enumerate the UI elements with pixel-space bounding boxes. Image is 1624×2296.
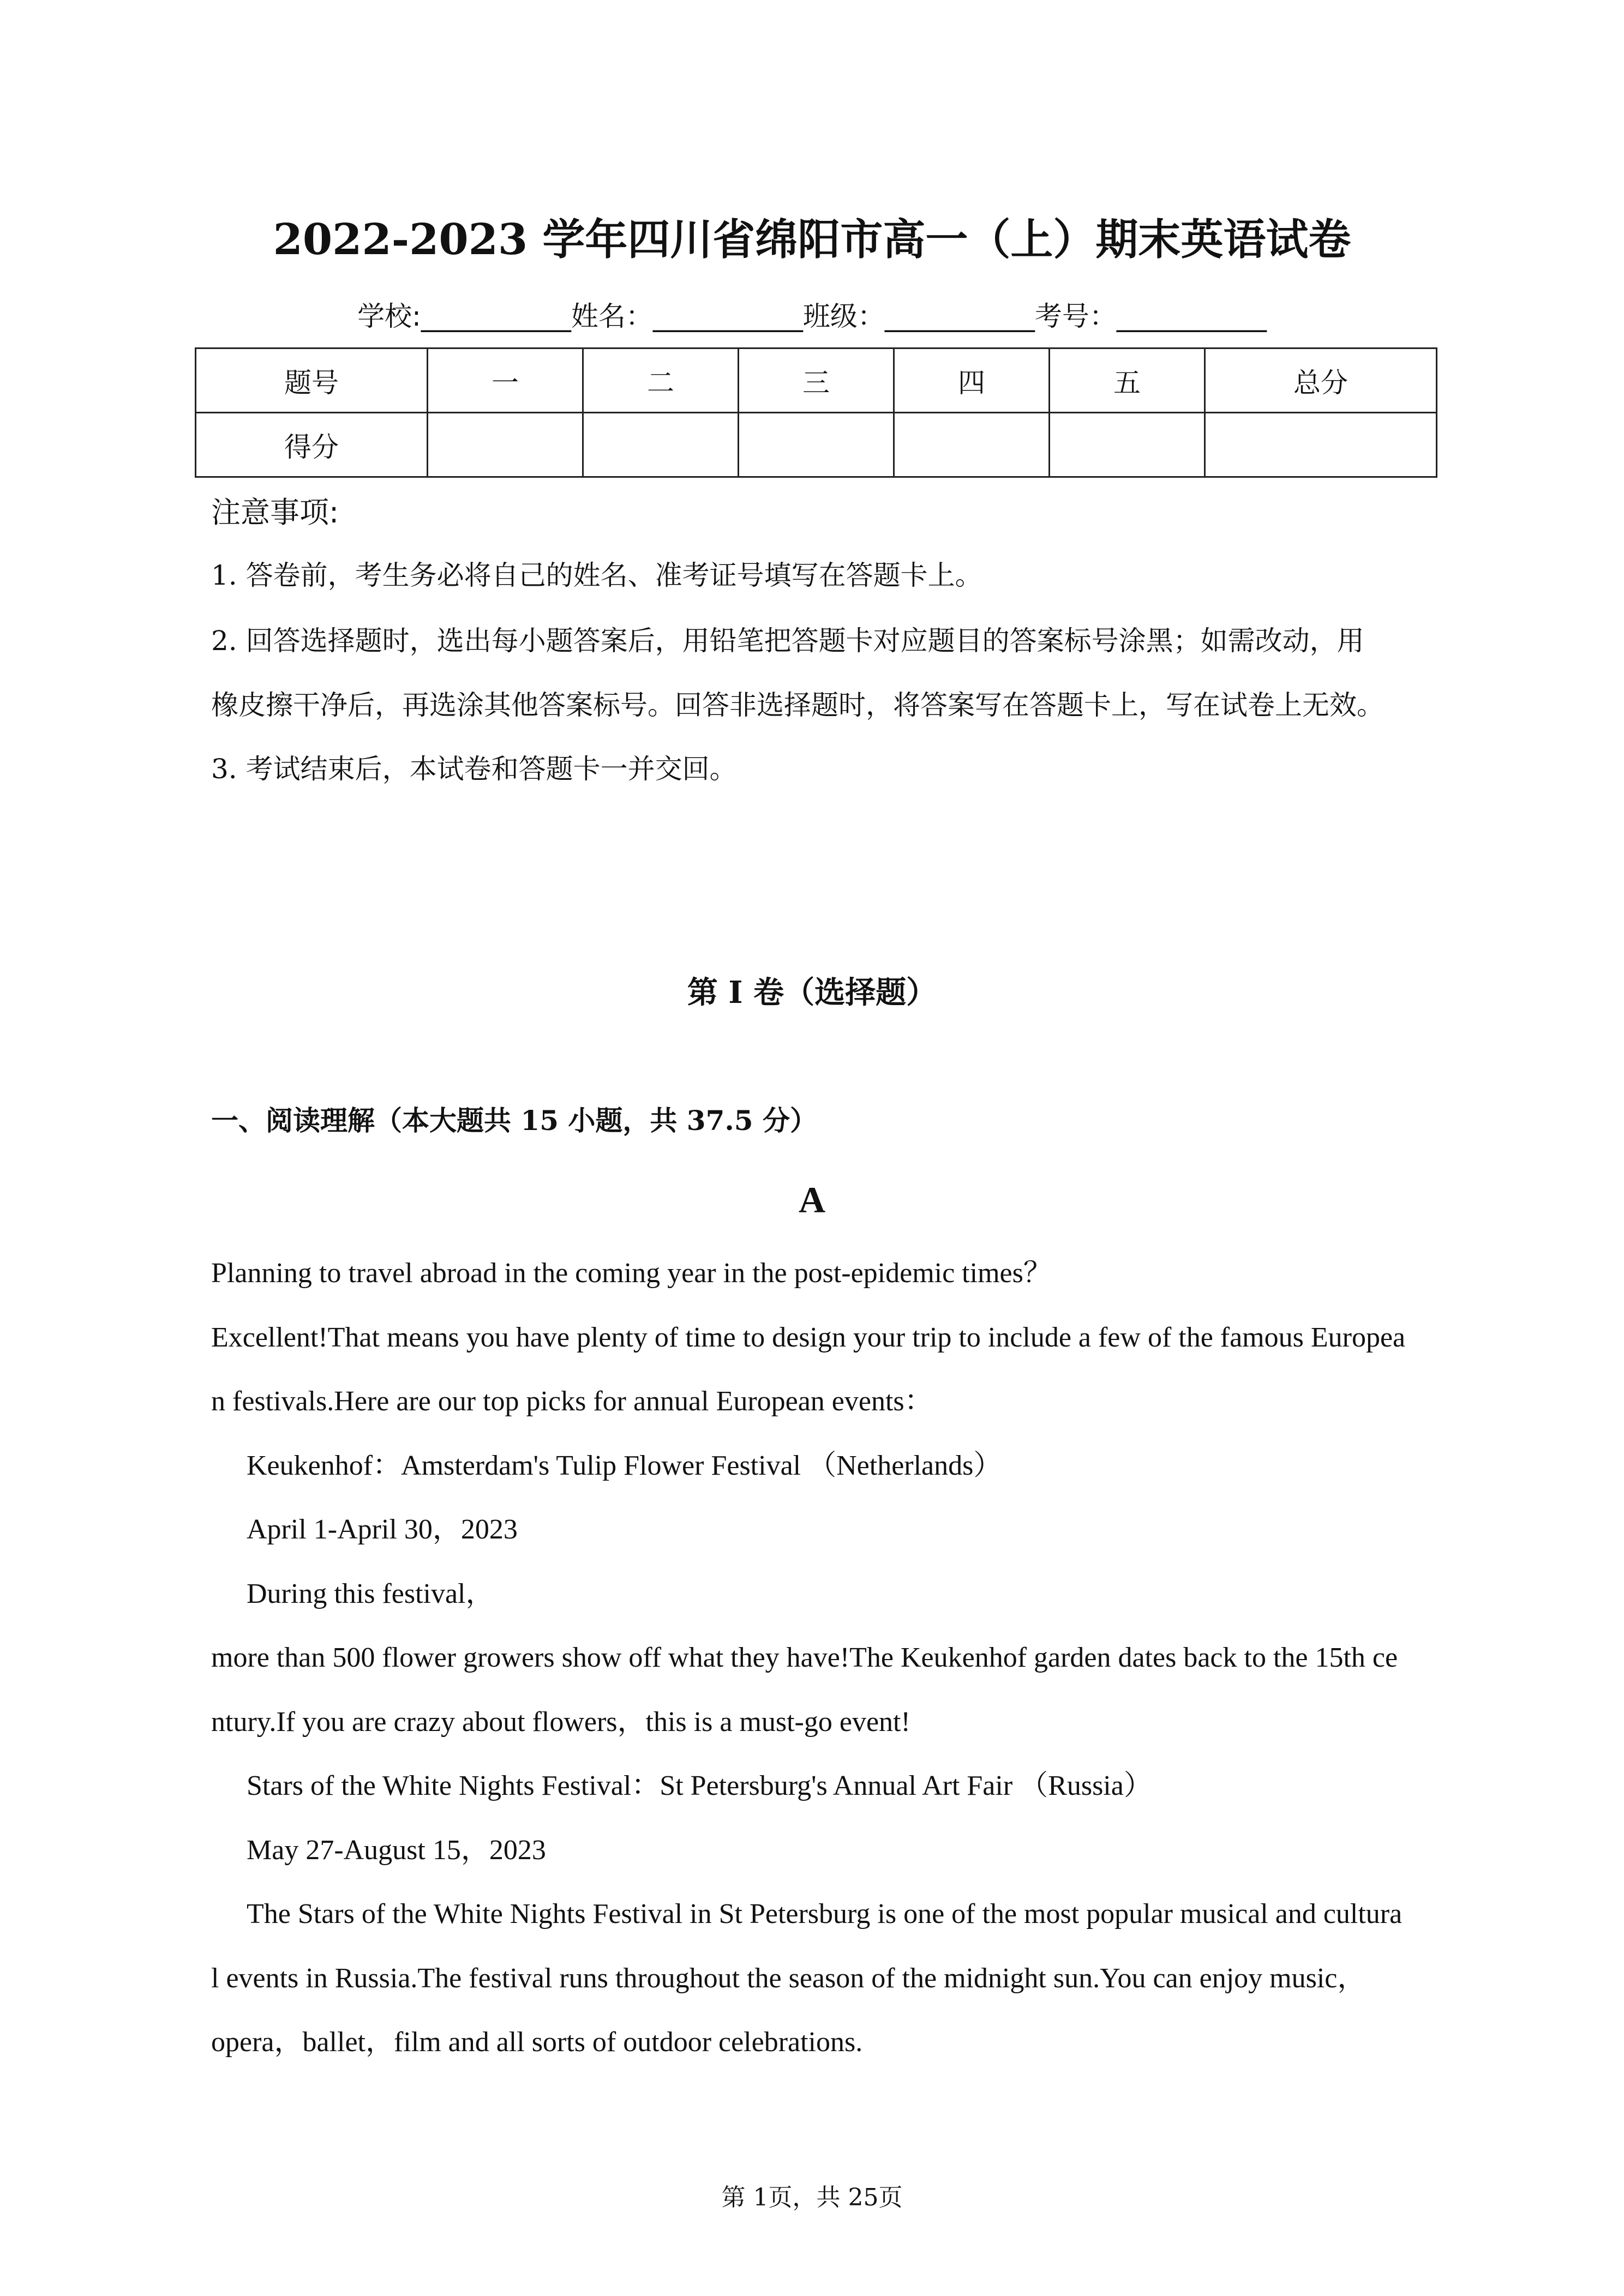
passage-line: ntury.If you are crazy about flowers，this is a must-go event! [211, 1706, 910, 1738]
score-cell [739, 413, 894, 477]
passage-line: During this festival， [247, 1578, 494, 1609]
score-table [195, 347, 1437, 478]
score-table-score-row [196, 413, 1437, 477]
score-cell [1050, 413, 1205, 477]
section-title: 第 I 卷（选择题） [687, 975, 937, 1011]
score-table-header-cell: 三 [739, 348, 894, 413]
score-table-header-cell: 一 [428, 348, 583, 413]
passage-line: May 27-August 15，2023 [247, 1835, 546, 1866]
passage-line: The Stars of the White Nights Festival in St Petersburg is one of the most popular musical and cultura [247, 1898, 1403, 1930]
notice-line: 1. 答卷前，考生务必将自己的姓名、准考证号填写在答题卡上。 [211, 560, 982, 591]
exam-title: 2022-2023 学年四川省绵阳市高一（上）期末英语试卷 [273, 215, 1351, 265]
passage-line: Excellent!That means you have plenty of time to design your trip to include a few of the famous Europea [211, 1322, 1406, 1353]
student-info-line: 学校:___________姓名：___________班级：___________考号：___________ [357, 300, 1267, 332]
score-table-header-cell: 四 [894, 348, 1050, 413]
passage-line: l events in Russia.The festival runs throughout the season of the midnight sun.You can enjoy music， [211, 1963, 1366, 1994]
notice-line: 3. 考试结束后，本试卷和答题卡一并交回。 [211, 753, 737, 785]
passage-line: n festivals.Here are our top picks for annual European events： [211, 1386, 933, 1417]
score-table-header-cell: 五 [1050, 348, 1205, 413]
page-footer: 第 1页，共 25页 [721, 2184, 903, 2211]
notice-heading: 注意事项: [211, 495, 339, 530]
passage-line: Stars of the White Nights Festival：St Petersburg's Annual Art Fair （Russia） [247, 1770, 1152, 1801]
passage-label: A [798, 1179, 826, 1221]
notice-line: 橡皮擦干净后，再选涂其他答案标号。回答非选择题时，将答案写在答题卡上，写在试卷上无效。 [211, 689, 1384, 721]
passage-line: Keukenhof：Amsterdam's Tulip Flower Festival （Netherlands） [247, 1450, 1002, 1481]
score-cell [894, 413, 1050, 477]
notice-line: 2. 回答选择题时，选出每小题答案后，用铅笔把答题卡对应题目的答案标号涂黑；如需改动，用 [211, 625, 1364, 657]
passage-line: opera，ballet，film and all sorts of outdoor celebrations. [211, 2027, 863, 2058]
score-row-label: 得分 [196, 413, 428, 477]
score-table-header-cell: 二 [583, 348, 739, 413]
passage-line: more than 500 flower growers show off what they have!The Keukenhof garden dates back to the 15th ce [211, 1642, 1398, 1673]
score-table-header-row [196, 348, 1437, 413]
passage-line: April 1-April 30，2023 [247, 1514, 518, 1545]
part-heading: 一、阅读理解（本大题共 15 小题，共 37.5 分） [211, 1104, 817, 1137]
score-cell [583, 413, 739, 477]
passage-line: Planning to travel abroad in the coming year in the post-epidemic times？ [211, 1258, 1052, 1289]
score-table-header-cell: 题号 [196, 348, 428, 413]
score-cell [428, 413, 583, 477]
score-table-header-cell: 总分 [1205, 348, 1437, 413]
score-cell [1205, 413, 1437, 477]
